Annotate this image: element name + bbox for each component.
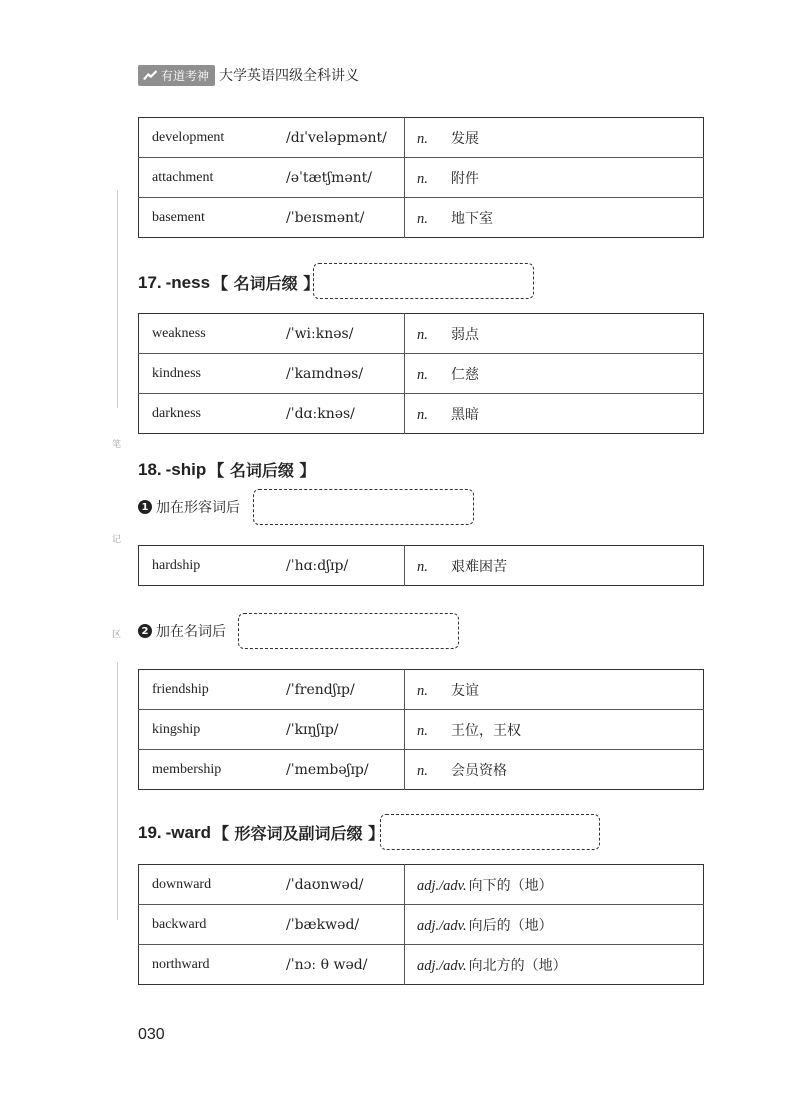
page-number: 030 — [138, 1026, 165, 1043]
phonetic: /ˈmembəʃɪp/ — [286, 750, 405, 790]
phonetic: /ˈbeɪsmənt/ — [286, 198, 405, 238]
meaning-cell — [405, 546, 704, 586]
note-label-char: 区 — [112, 630, 122, 640]
part-of-speech: n. — [417, 210, 428, 227]
meaning-cell — [405, 394, 704, 434]
phonetic: /ˈfrendʃɪp/ — [286, 681, 355, 698]
word: basement — [139, 198, 287, 238]
section-number: 17. — [138, 272, 162, 292]
number-marker: 1 — [138, 500, 152, 514]
table-row — [139, 710, 704, 750]
phonetic: /dɪˈveləpmənt/ — [286, 129, 387, 146]
number-marker: 2 — [138, 624, 152, 638]
table-row — [139, 750, 704, 790]
word: kingship — [139, 710, 287, 750]
meaning: 向后的（地） — [468, 917, 553, 934]
meaning-cell — [405, 158, 704, 198]
meaning-cell — [405, 710, 704, 750]
subsection-heading — [138, 621, 226, 641]
word: weakness — [152, 325, 206, 341]
phonetic: /ˈkaɪndnəs/ — [286, 354, 405, 394]
table-row — [139, 118, 704, 158]
section-category: 【 形容词及副词后缀 】 — [212, 824, 385, 843]
vocab-table-ward — [138, 864, 704, 985]
part-of-speech: adj./adv. — [417, 957, 467, 974]
table-row — [139, 198, 704, 238]
meaning-cell — [405, 865, 704, 905]
phonetic: /ˈnɔː θ wəd/ — [286, 945, 405, 985]
meaning: 会员资格 — [451, 762, 507, 779]
vocab-table-ship-noun — [138, 669, 704, 790]
section-suffix: -ness — [165, 272, 211, 292]
section-number: 19. — [138, 822, 162, 842]
section-suffix: -ship — [165, 459, 207, 479]
part-of-speech: adj./adv. — [417, 917, 467, 934]
phonetic: /ˈdaʊnwəd/ — [286, 876, 364, 893]
meaning: 附件 — [451, 170, 479, 187]
table-row — [139, 314, 704, 354]
meaning-cell — [405, 198, 704, 238]
subsection-label: 加在形容词后 — [156, 500, 240, 516]
fill-in-blank-box[interactable] — [313, 263, 534, 299]
subsection-heading — [138, 497, 240, 517]
part-of-speech: n. — [417, 406, 428, 423]
meaning: 王位，王权 — [451, 722, 521, 739]
page-header — [138, 64, 359, 86]
table-row — [139, 945, 704, 985]
note-rail-top — [117, 190, 118, 408]
note-label-char: 记 — [112, 535, 122, 545]
meaning: 向下的（地） — [468, 877, 553, 894]
part-of-speech: adj./adv. — [417, 877, 467, 894]
section-category: 【 名词后缀 】 — [208, 461, 316, 480]
note-rail-bottom — [117, 662, 118, 920]
meaning-cell — [405, 945, 704, 985]
word: kindness — [139, 354, 287, 394]
logo-text: 有道考神 — [161, 68, 210, 83]
phonetic: /ˈkɪŋʃɪp/ — [286, 710, 405, 750]
meaning-cell — [405, 670, 704, 710]
section-heading-ship — [138, 458, 315, 481]
phonetic: /ˈhɑːdʃɪp/ — [286, 557, 349, 574]
section-heading-ward — [138, 821, 384, 844]
part-of-speech: n. — [417, 722, 428, 739]
vocab-table-ness — [138, 313, 704, 434]
word: backward — [139, 905, 287, 945]
fill-in-blank-box[interactable] — [380, 814, 600, 850]
word: hardship — [152, 557, 201, 573]
book-title: 大学英语四级全科讲义 — [219, 68, 360, 84]
table-row — [139, 158, 704, 198]
fill-in-blank-box[interactable] — [238, 613, 459, 649]
meaning: 发展 — [451, 130, 479, 147]
meaning-cell — [405, 314, 704, 354]
meaning: 仁慈 — [451, 366, 479, 383]
phonetic: /ˈwiːknəs/ — [286, 325, 354, 342]
meaning: 弱点 — [451, 326, 479, 343]
part-of-speech: n. — [417, 366, 428, 383]
vocab-table-ship-adj — [138, 545, 704, 586]
fill-in-blank-box[interactable] — [253, 489, 474, 525]
word: membership — [139, 750, 287, 790]
vocab-table-ment — [138, 117, 704, 238]
part-of-speech: n. — [417, 130, 428, 147]
word: darkness — [139, 394, 287, 434]
meaning: 黑暗 — [451, 406, 479, 423]
table-row — [139, 865, 704, 905]
table-row — [139, 670, 704, 710]
phonetic: /ˈbækwəd/ — [286, 905, 405, 945]
table-row — [139, 394, 704, 434]
part-of-speech: n. — [417, 558, 428, 575]
subsection-label: 加在名词后 — [156, 624, 226, 640]
section-suffix: -ward — [165, 822, 211, 842]
meaning: 友谊 — [451, 682, 479, 699]
part-of-speech: n. — [417, 170, 428, 187]
table-row — [139, 546, 704, 586]
phonetic: /əˈtætʃmənt/ — [286, 158, 405, 198]
meaning-cell — [405, 750, 704, 790]
table-row — [139, 354, 704, 394]
meaning: 艰难困苦 — [451, 558, 507, 575]
meaning: 地下室 — [451, 210, 493, 227]
word: friendship — [152, 681, 209, 697]
note-label-char: 笔 — [112, 440, 122, 450]
part-of-speech: n. — [417, 326, 428, 343]
meaning-cell — [405, 905, 704, 945]
word: northward — [139, 945, 287, 985]
word: development — [152, 129, 225, 145]
part-of-speech: n. — [417, 762, 428, 779]
part-of-speech: n. — [417, 682, 428, 699]
word: attachment — [139, 158, 287, 198]
section-category: 【 名词后缀 】 — [212, 274, 320, 293]
meaning: 向北方的（地） — [468, 957, 567, 974]
table-row — [139, 905, 704, 945]
word: downward — [152, 876, 212, 892]
brand-logo — [138, 65, 215, 86]
running-figure-icon — [142, 69, 158, 81]
phonetic: /ˈdɑːknəs/ — [286, 394, 405, 434]
meaning-cell — [405, 354, 704, 394]
section-number: 18. — [138, 459, 162, 479]
meaning-cell — [405, 118, 704, 158]
section-heading-ness — [138, 271, 319, 294]
